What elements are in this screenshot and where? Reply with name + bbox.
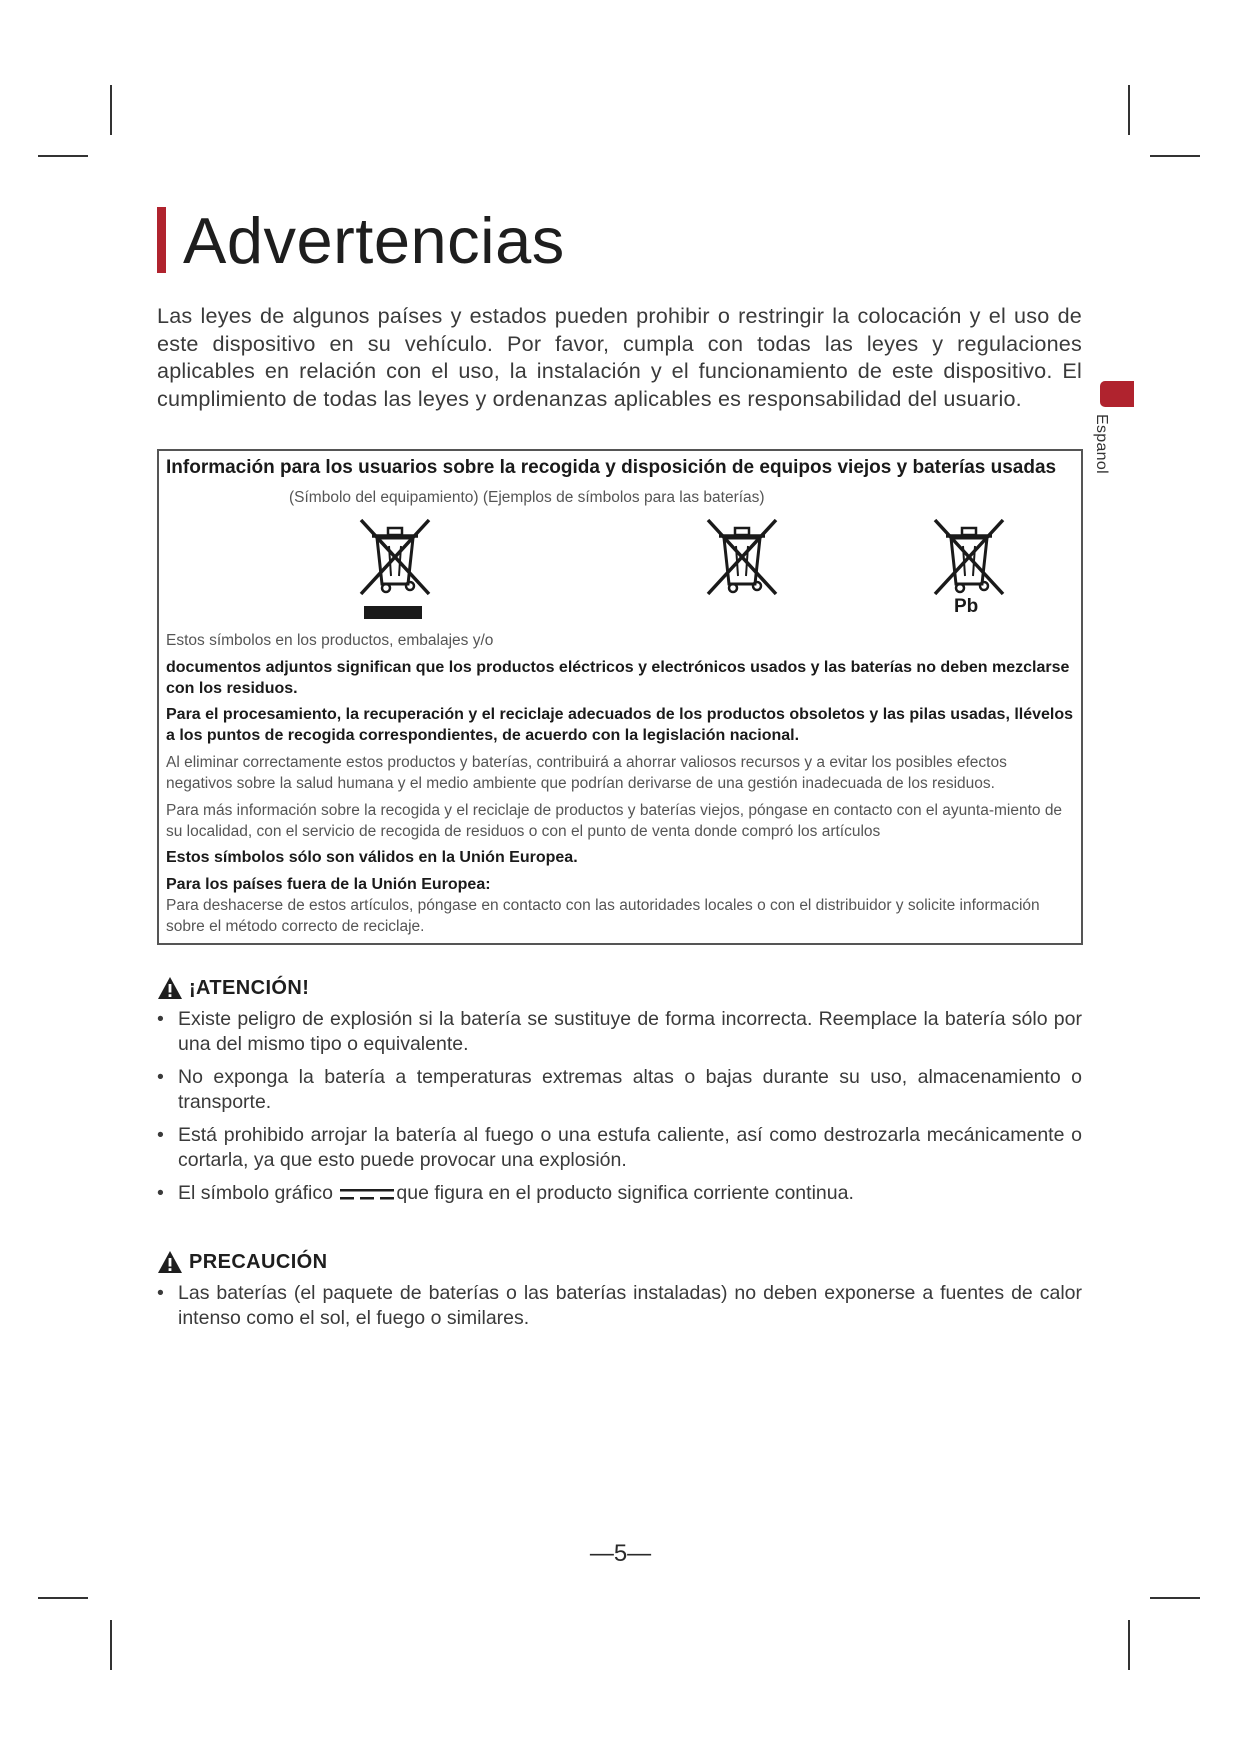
info-text: documentos adjuntos significan que los productos eléctricos y electrónicos usados y las baterías no deben mezclarse con los residuos. [166,659,1070,697]
crossed-bin-icon [355,516,435,598]
crop-mark [38,1597,88,1599]
page-number: —5— [589,1540,652,1567]
attention-heading [157,976,309,1000]
info-text: Para deshacerse de estos artículos, póngase en contacto con las autoridades locales o con el distribuidor y solicite información sobre el método correcto de reciclaje. [166,897,1040,935]
attention-bullet: • El símbolo gráfico que figura en el producto significa corriente continua. [157,1182,854,1204]
page-title: Advertencias [183,203,565,277]
language-tab-marker [1100,381,1134,407]
disposal-info-box [157,449,1083,945]
info-text: Para el procesamiento, la recuperación y el reciclaje adecuados de los productos obsoletos y las pilas usadas, llévelos a los puntos de recogida correspondientes, de acuerdo con la legislación nacional. [166,706,1074,744]
crop-mark [110,85,112,135]
page-title-block [157,205,565,275]
info-text: Estos símbolos en los productos, embalajes y/o [166,632,494,649]
symbols-caption: (Símbolo del equipamiento) (Ejemplos de símbolos para las baterías) [289,489,765,506]
info-text: Para más información sobre la recogida y el reciclaje de productos y baterías viejos, póngase en contacto con el ayunta-miento de su localidad, con el servicio de recogida de residuos o con el punto de venta donde compró los artículos [166,802,1063,840]
crop-mark [1128,1620,1130,1670]
crop-mark [1150,155,1200,157]
dc-symbol-icon [340,1186,394,1202]
caution-bullet: • Las baterías (el paquete de baterías o las baterías instaladas) no deben exponerse a fuentes de calor intenso como el sol, el fuego o similares. [157,1282,1082,1329]
attention-heading-text: ¡ATENCIÓN! [189,976,310,999]
caution-heading [157,1250,327,1274]
warning-triangle-icon [157,1250,183,1274]
info-text: Al eliminar correctamente estos productos y baterías, contribuirá a ahorrar valiosos recursos y a evitar los posibles efectos negativos sobre la salud humana y el medio ambiente que podrían derivarse de una gestión inadecuada de los residuos. [166,754,1007,792]
caution-heading-text: PRECAUCIÓN [189,1250,328,1273]
title-accent-bar [157,207,166,273]
info-text: Para los países fuera de la Unión Europea: [166,876,491,893]
pb-label: Pb [954,596,979,617]
crossed-bin-icon [929,516,1009,598]
crop-mark [1128,85,1130,135]
info-box-heading: Información para los usuarios sobre la recogida y disposición de equipos viejos y baterías usadas [166,457,1057,478]
equipment-symbol-bar [364,606,422,619]
info-text: Estos símbolos sólo son válidos en la Unión Europea. [166,849,578,866]
warning-triangle-icon [157,976,183,1000]
intro-paragraph: Las leyes de algunos países y estados pueden prohibir o restringir la colocación y el uso de este dispositivo en su vehículo. Por favor, cumpla con todas las leyes y regulaciones aplicables en relación con el uso, la instalación y el funcionamiento de este dispositivo. El cumplimiento de todas las leyes y ordenanzas aplicables es responsabilidad del usuario. [157,303,1082,411]
attention-bullet: • Existe peligro de explosión si la batería se sustituye de forma incorrecta. Reemplace la batería sólo por una del mismo tipo o equivalente. [157,1008,1082,1055]
crop-mark [110,1620,112,1670]
crop-mark [38,155,88,157]
attention-bullet: • No exponga la batería a temperaturas extremas altas o bajas durante su uso, almacenamiento o transporte. [157,1066,1082,1113]
crop-mark [1150,1597,1200,1599]
attention-bullet: • Está prohibido arrojar la batería al fuego o una estufa caliente, así como destrozarla mecánicamente o cortarla, ya que esto puede provocar una explosión. [157,1124,1082,1171]
crossed-bin-icon [702,516,782,598]
language-tab-label: Espanol [1093,414,1110,474]
